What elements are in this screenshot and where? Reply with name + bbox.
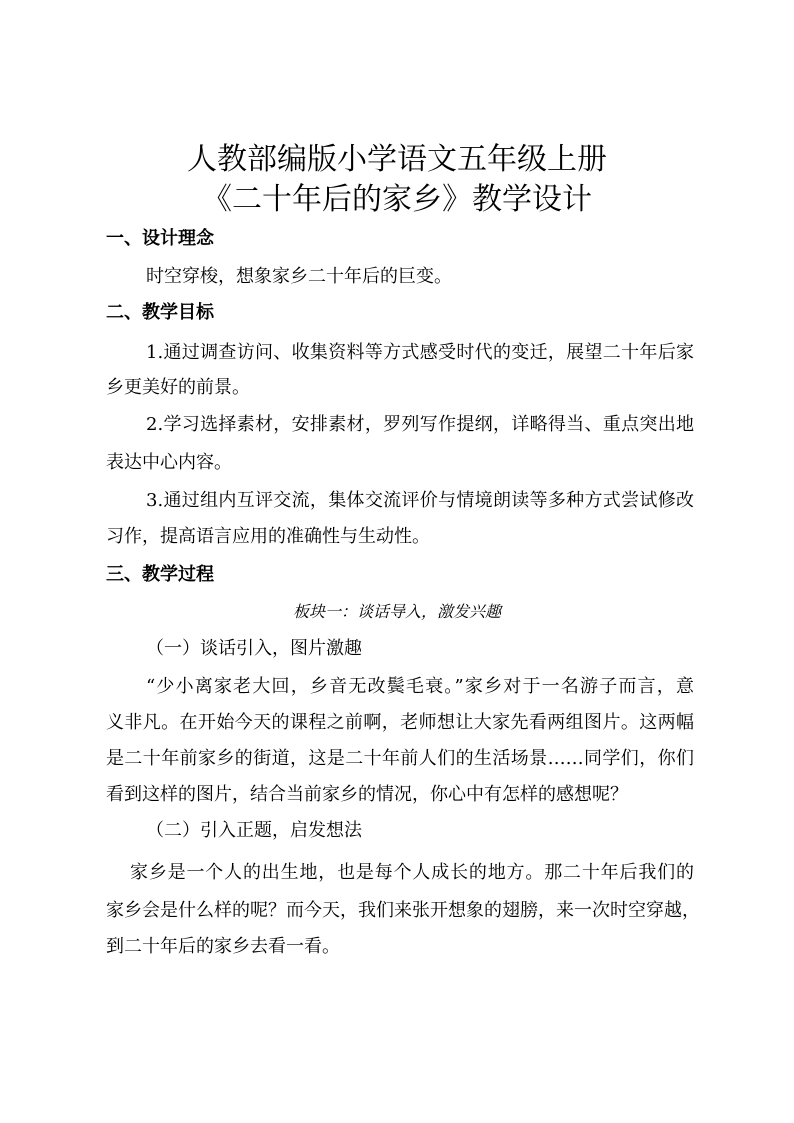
part-1-line-2: 义非凡。在开始今天的课程之前啊，老师想让大家先看两组图片。这两幅 [106, 712, 694, 733]
part-2-heading: （二）引入正题，启发想法 [146, 820, 362, 841]
design-concept-text: 时空穿梭，想象家乡二十年后的巨变。 [146, 266, 452, 287]
goal-1-line-2: 乡更美好的前景。 [106, 377, 250, 398]
part-1-heading: （一）谈话引入，图片激趣 [146, 638, 362, 659]
goal-2-line-1: 2.学习选择素材，安排素材，罗列写作提纲，详略得当、重点突出地 [146, 414, 694, 435]
part-2-line-3: 到二十年后的家乡去看一看。 [106, 936, 340, 957]
goal-3-line-2: 习作，提高语言应用的准确性与生动性。 [106, 526, 430, 547]
part-2-line-1: 家乡是一个人的出生地，也是每个人成长的地方。那二十年后我们的 [130, 862, 694, 883]
part-2-line-2: 家乡会是什么样的呢？而今天，我们来张开想象的翅膀，来一次时空穿越， [106, 900, 700, 921]
part-1-line-1: “少小离家老大回，乡音无改鬓毛衰。”家乡对于一名游子而言，意 [146, 676, 694, 697]
block-1-title: 板块一：谈话导入，激发兴趣 [292, 602, 501, 621]
part-1-line-3: 是二十年前家乡的街道，这是二十年前人们的生活场景……同学们，你们 [106, 748, 694, 769]
section-heading-teaching-goals: 二、教学目标 [106, 302, 214, 323]
part-1-line-4: 看到这样的图片，结合当前家乡的情况，你心中有怎样的感想呢？ [106, 784, 628, 805]
section-heading-teaching-process: 三、教学过程 [106, 564, 214, 585]
document-title-line-2: 《二十年后的家乡》教学设计 [202, 182, 592, 217]
section-heading-design-concept: 一、设计理念 [106, 228, 214, 249]
goal-1-line-1: 1.通过调查访问、收集资料等方式感受时代的变迁，展望二十年后家 [146, 342, 694, 363]
document-title-line-1: 人教部编版小学语文五年级上册 [187, 142, 607, 177]
goal-3-line-1: 3.通过组内互评交流，集体交流评价与情境朗读等多种方式尝试修改 [146, 490, 694, 511]
goal-2-line-2: 表达中心内容。 [106, 452, 232, 473]
